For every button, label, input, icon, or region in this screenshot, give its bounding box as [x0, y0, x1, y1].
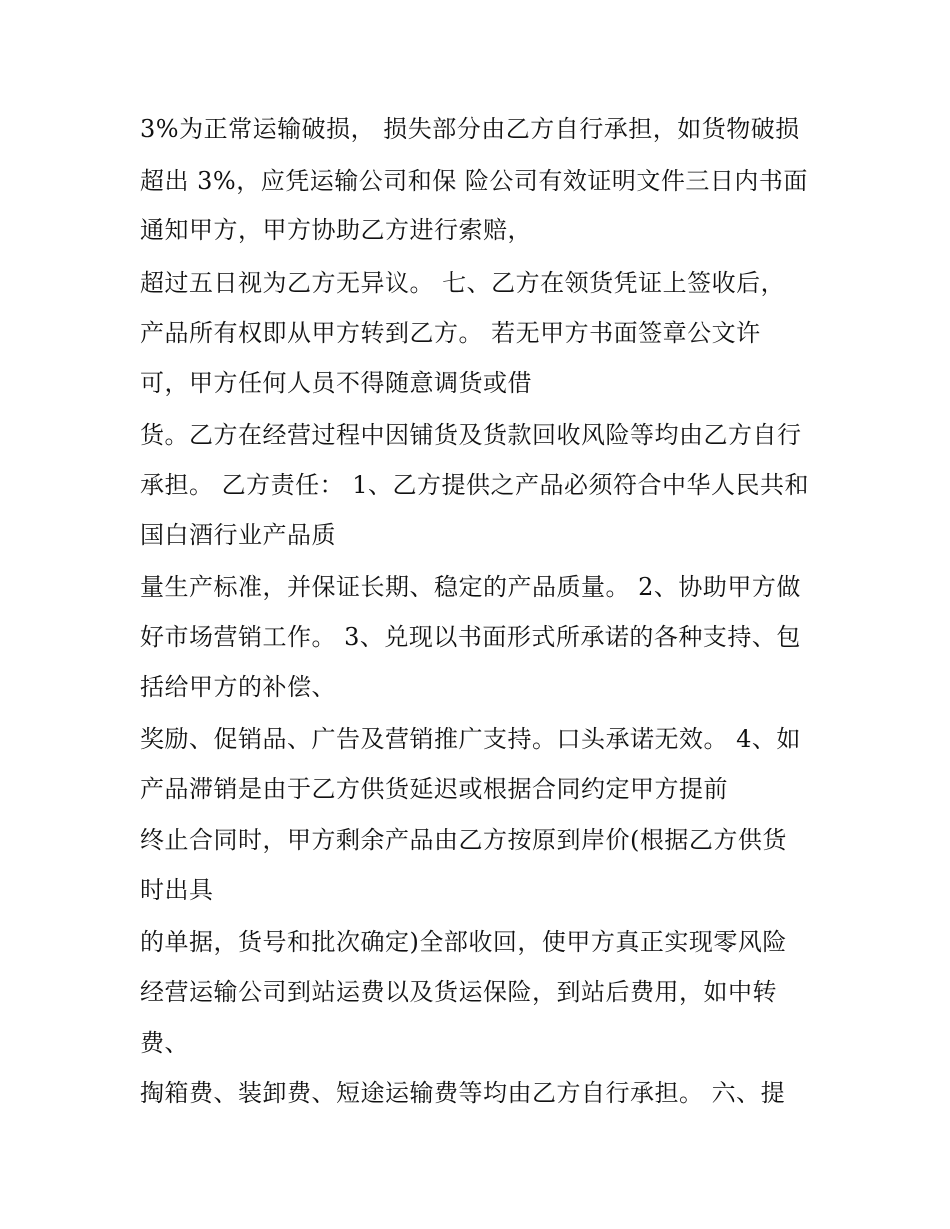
text-line: 费、	[140, 1029, 189, 1057]
text-line: 产品所有权即从甲方转到乙方。 若无甲方书面签章公文许	[140, 319, 761, 347]
text-line: 承担。 乙方责任： 1、乙方提供之产品必须符合中华人民共和	[140, 471, 810, 499]
text-line: 超过五日视为乙方无异议。 七、乙方在领货凭证上签收后，	[140, 269, 786, 297]
text-line: 掏箱费、装卸费、短途运输费等均由乙方自行承担。 六、提	[140, 1079, 786, 1107]
text-line: 经营运输公司到站运费以及货运保险，到站后费用，如中转	[140, 978, 777, 1006]
text-line: 好市场营销工作。 3、兑现以书面形式所承诺的各种支持、包	[140, 623, 801, 651]
text-line: 括给甲方的补偿、	[140, 673, 336, 701]
text-line: 的单据，货号和批次确定)全部收回，使甲方真正实现零风险	[140, 928, 787, 956]
text-line: 可，甲方任何人员不得随意调货或借	[140, 369, 532, 397]
text-line: 超出 3%，应凭运输公司和保 险公司有效证明文件三日内书面	[140, 167, 808, 195]
text-line: 通知甲方，甲方协助乙方进行索赔，	[140, 216, 532, 244]
text-line: 奖励、促销品、广告及营销推广支持。口头承诺无效。 4、如	[140, 725, 801, 753]
text-line: 3%为正常运输破损， 损失部分由乙方自行承担，如货物破损	[140, 115, 800, 143]
text-line: 量生产标准，并保证长期、稳定的产品质量。 2、协助甲方做	[140, 573, 801, 601]
text-line: 国白酒行业产品质	[140, 521, 336, 549]
text-line: 货。乙方在经营过程中因铺货及货款回收风险等均由乙方自行	[140, 421, 802, 449]
text-line: 时出具	[140, 876, 214, 904]
text-line: 产品滞销是由于乙方供货延迟或根据合同约定甲方提前	[140, 775, 728, 803]
text-line: 终止合同时，甲方剩余产品由乙方按原到岸价(根据乙方供货	[140, 826, 787, 854]
